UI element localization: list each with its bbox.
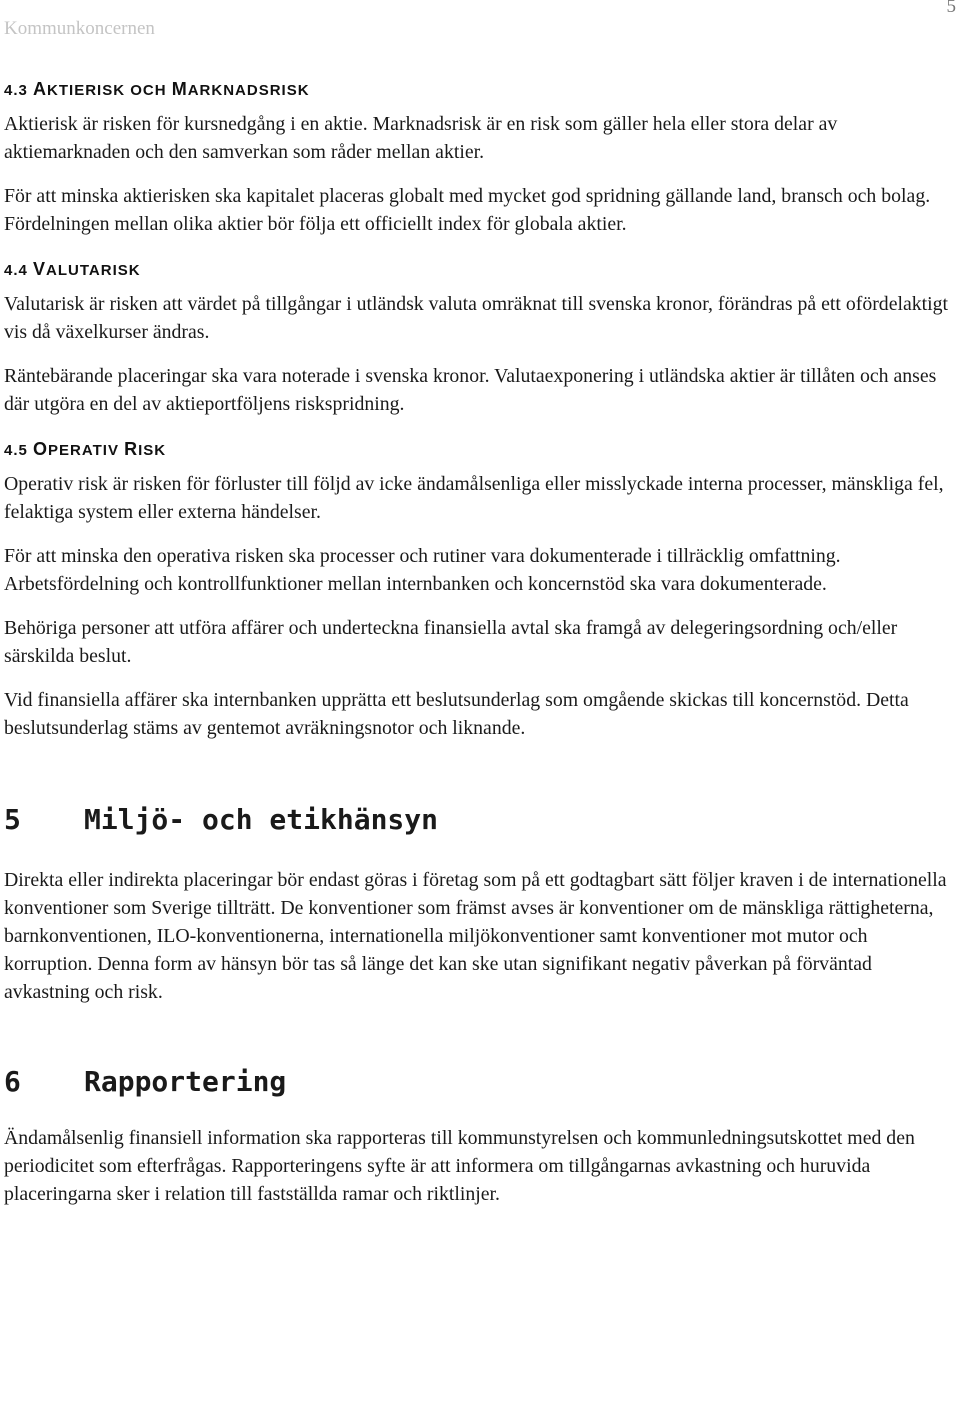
paragraph: Räntebärande placeringar ska vara noterade i svenska kronor. Valutaexponering i utländska aktier är tillåten och anses där utgöra en del av aktieportföljens riskspridning. (4, 365, 937, 415)
section-4-3 (4, 76, 956, 238)
section-heading: 4.5 OPERATIV RISK (4, 439, 167, 459)
section-4-4 (4, 256, 956, 418)
paragraph: Valutarisk är risken att värdet på tillgångar i utländsk valuta omräknat till svenska kronor, förändras på ett ofördelaktigt vis då växelkurser ändras. (4, 293, 949, 343)
document-body (4, 76, 956, 1208)
paragraph: Behöriga personer att utföra affärer och underteckna finansiella avtal ska framgå av delegeringsordning och/eller särskilda beslut. (4, 617, 898, 667)
section-heading: 4.3 AKTIERISK OCH MARKNADSRISK (4, 79, 310, 99)
page-number: 5 (946, 0, 956, 17)
paragraph: Aktierisk är risken för kursnedgång i en aktie. Marknadsrisk är en risk som gäller hela eller stora delar av aktiemarknaden och den samverkan som råder mellan aktier. (4, 113, 838, 163)
chapter-heading: 6 Rapportering (4, 1065, 287, 1098)
chapter-6 (4, 1062, 956, 1208)
chapter-heading: 5 Miljö- och etikhänsyn (4, 803, 439, 836)
paragraph: Operativ risk är risken för förluster till följd av icke ändamålsenliga eller misslyckade interna processer, mänskliga fel, felaktiga system eller externa händelser. (4, 473, 944, 523)
chapter-5 (4, 800, 956, 1006)
section-4-5 (4, 436, 956, 742)
paragraph: Vid finansiella affärer ska internbanken upprätta ett beslutsunderlag som omgående skickas till koncernstöd. Detta beslutsunderlag stäms av gentemot avräkningsnotor och liknande. (4, 689, 909, 739)
paragraph: Direkta eller indirekta placeringar bör endast göras i företag som på ett godtagbart sätt följer kraven i de internationella konventioner som Sverige tillträtt. De konventioner som främst avses är konventioner om de mänskliga rättigheterna, barnkonventionen, ILO-konventionerna, internationella miljökonventioner samt konventioner mot mutor och korruption. Denna form av hänsyn bör tas så länge det kan ske utan signifikant negativ påverkan på förväntad avkastning och risk. (4, 869, 947, 1003)
running-header: Kommunkoncernen (4, 18, 155, 39)
paragraph: För att minska den operativa risken ska processer och rutiner vara dokumenterade i tillräcklig omfattning. Arbetsfördelning och kontrollfunktioner mellan internbanken och koncernstöd ska vara dokumenterade. (4, 545, 841, 595)
section-heading: 4.4 VALUTARISK (4, 259, 141, 279)
paragraph: Ändamålsenlig finansiell information ska rapporteras till kommunstyrelsen och kommunledningsutskottet med den periodicitet som efterfrågas. Rapporteringens syfte är att informera om tillgångarnas avkastning och huruvida placeringarna sker i relation till fastställda ramar och riktlinjer. (4, 1127, 915, 1205)
paragraph: För att minska aktierisken ska kapitalet placeras globalt med mycket god spridning gällande land, bransch och bolag. Fördelningen mellan olika aktier bör följa ett officiellt index för globala aktier. (4, 185, 931, 235)
